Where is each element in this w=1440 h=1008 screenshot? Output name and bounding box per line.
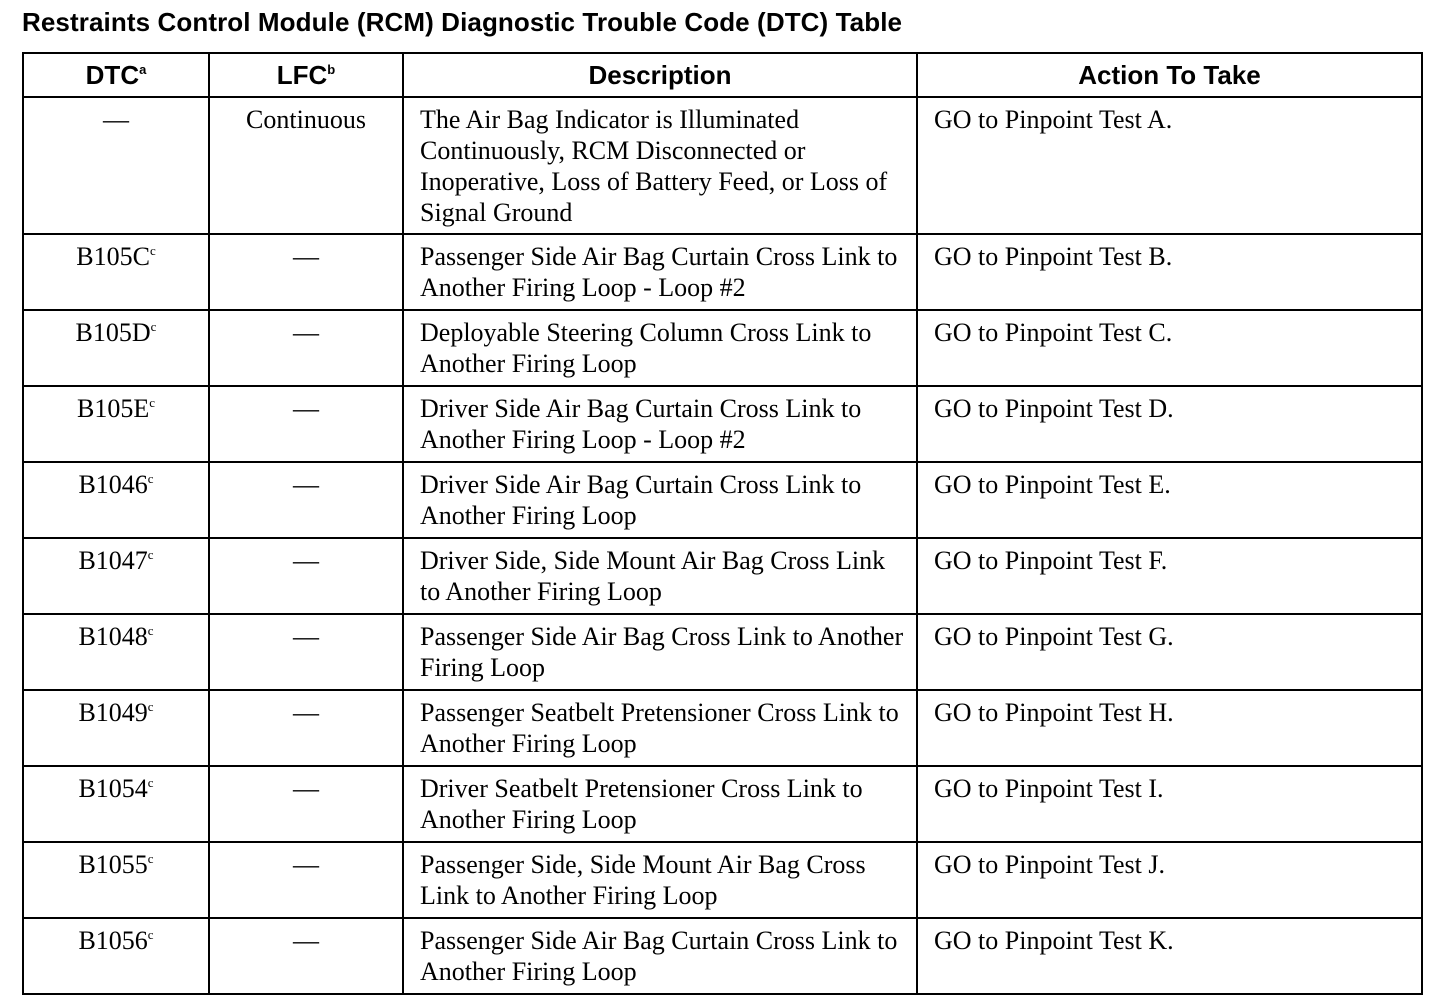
dtc-cell: [23, 97, 209, 234]
action-cell: GO to Pinpoint Test D.: [917, 386, 1422, 462]
lfc-cell: —: [209, 234, 403, 310]
lfc-cell: —: [209, 386, 403, 462]
action-cell: GO to Pinpoint Test B.: [917, 234, 1422, 310]
lfc-cell: —: [209, 538, 403, 614]
lfc-cell: —: [209, 842, 403, 918]
header-dtc: [23, 53, 209, 97]
table-title: Restraints Control Module (RCM) Diagnostic Trouble Code (DTC) Table: [22, 7, 903, 37]
action-cell: GO to Pinpoint Test I.: [917, 766, 1422, 842]
dtc-footnote: c: [147, 851, 154, 866]
dtc-cell: [23, 538, 209, 614]
description-cell: Passenger Seatbelt Pretensioner Cross Link to Another Firing Loop: [403, 690, 917, 766]
dtc-cell: [23, 310, 209, 386]
dtc-footnote: c: [147, 699, 154, 714]
dtc-cell: [23, 614, 209, 690]
dtc-footnote: c: [147, 623, 154, 638]
table-header-row: [23, 53, 1422, 97]
dtc-code: B1056: [78, 926, 148, 955]
header-action: Action To Take: [917, 53, 1422, 97]
dtc-code: B1054: [78, 774, 148, 803]
dtc-code: B1047: [78, 546, 148, 575]
header-lfc-label: LFC: [276, 59, 328, 90]
dtc-footnote: c: [149, 395, 155, 410]
dtc-footnote: c: [149, 243, 156, 258]
table-row: [23, 386, 1422, 462]
dtc-cell: [23, 690, 209, 766]
table-row: [23, 918, 1422, 994]
header-lfc: [209, 53, 403, 97]
action-cell: GO to Pinpoint Test E.: [917, 462, 1422, 538]
table-row: [23, 690, 1422, 766]
description-cell: Deployable Steering Column Cross Link to Another Firing Loop: [403, 310, 917, 386]
lfc-cell: —: [209, 462, 403, 538]
description-cell: Passenger Side, Side Mount Air Bag Cross Link to Another Firing Loop: [403, 842, 917, 918]
header-dtc-label: DTC: [85, 59, 140, 90]
dtc-cell: [23, 918, 209, 994]
action-cell: GO to Pinpoint Test A.: [917, 97, 1422, 234]
dtc-cell: [23, 766, 209, 842]
dtc-code: B1055: [78, 850, 148, 879]
table-row: [23, 97, 1422, 234]
description-cell: Driver Side Air Bag Curtain Cross Link to Another Firing Loop - Loop #2: [403, 386, 917, 462]
description-cell: Driver Side, Side Mount Air Bag Cross Link to Another Firing Loop: [403, 538, 917, 614]
description-cell: Passenger Side Air Bag Cross Link to Another Firing Loop: [403, 614, 917, 690]
dtc-table: [22, 52, 1423, 995]
dtc-code: B1046: [78, 470, 148, 499]
table-row: [23, 538, 1422, 614]
dtc-code: —: [103, 105, 129, 134]
description-cell: The Air Bag Indicator is Illuminated Continuously, RCM Disconnected or Inoperative, Loss of Battery Feed, or Loss of Signal Ground: [403, 97, 917, 234]
dtc-footnote: c: [147, 547, 154, 562]
header-description: Description: [403, 53, 917, 97]
dtc-code: B1048: [78, 622, 148, 651]
action-cell: GO to Pinpoint Test F.: [917, 538, 1422, 614]
lfc-cell: —: [209, 766, 403, 842]
action-cell: GO to Pinpoint Test G.: [917, 614, 1422, 690]
action-cell: GO to Pinpoint Test C.: [917, 310, 1422, 386]
action-cell: GO to Pinpoint Test H.: [917, 690, 1422, 766]
dtc-footnote: c: [150, 319, 157, 334]
header-dtc-footnote: a: [139, 61, 147, 77]
lfc-cell: Continuous: [209, 97, 403, 234]
header-lfc-footnote: b: [327, 61, 336, 77]
dtc-cell: [23, 462, 209, 538]
dtc-cell: [23, 842, 209, 918]
table-row: [23, 462, 1422, 538]
dtc-footnote: c: [147, 927, 154, 942]
table-row: [23, 766, 1422, 842]
description-cell: Driver Side Air Bag Curtain Cross Link to Another Firing Loop: [403, 462, 917, 538]
lfc-cell: —: [209, 310, 403, 386]
lfc-cell: —: [209, 918, 403, 994]
action-cell: GO to Pinpoint Test J.: [917, 842, 1422, 918]
dtc-footnote: c: [147, 471, 154, 486]
description-cell: Driver Seatbelt Pretensioner Cross Link to Another Firing Loop: [403, 766, 917, 842]
table-row: [23, 842, 1422, 918]
lfc-cell: —: [209, 690, 403, 766]
dtc-code: B105C: [76, 242, 150, 271]
table-row: [23, 234, 1422, 310]
action-cell: GO to Pinpoint Test K.: [917, 918, 1422, 994]
dtc-code: B105D: [75, 318, 151, 347]
description-cell: Passenger Side Air Bag Curtain Cross Link to Another Firing Loop: [403, 918, 917, 994]
dtc-cell: [23, 386, 209, 462]
description-cell: Passenger Side Air Bag Curtain Cross Link to Another Firing Loop - Loop #2: [403, 234, 917, 310]
table-row: [23, 310, 1422, 386]
dtc-code: B1049: [78, 698, 148, 727]
table-row: [23, 614, 1422, 690]
lfc-cell: —: [209, 614, 403, 690]
dtc-cell: [23, 234, 209, 310]
dtc-code: B105E: [76, 394, 150, 423]
dtc-footnote: c: [147, 775, 154, 790]
